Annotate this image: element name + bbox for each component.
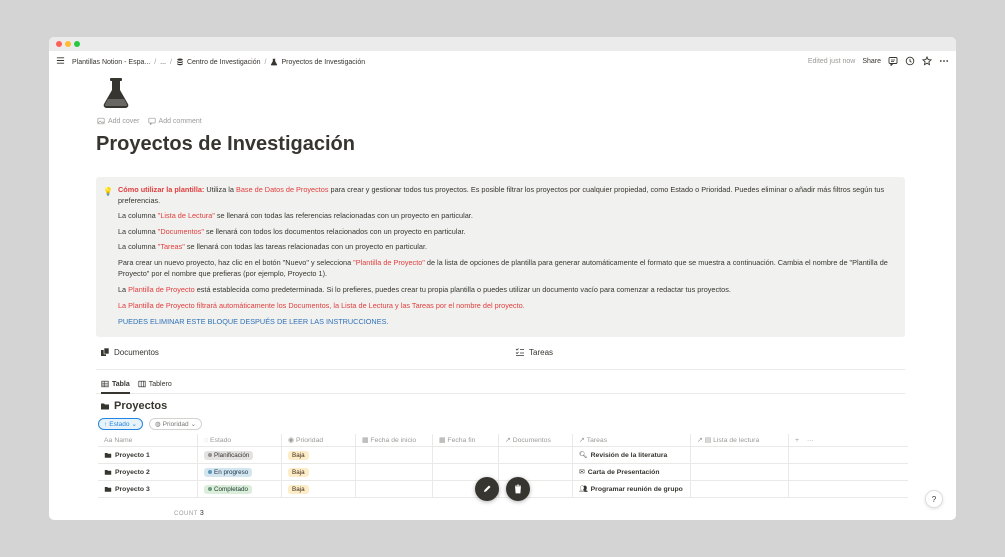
- callout-highlight: "Lista de Lectura": [157, 211, 215, 220]
- callout-text: La columna: [118, 227, 158, 236]
- relation-icon: ↗: [505, 437, 511, 444]
- table-row[interactable]: [98, 464, 908, 481]
- breadcrumb-workspace[interactable]: Plantillas Notion - Espa...: [72, 58, 151, 66]
- callout-paragraph-7: La Plantilla de Proyecto filtrará automáticamente los Documentos, la Lista de Lectura y las Tareas por el nombre del proyecto.: [118, 301, 525, 310]
- row-name-cell[interactable]: [98, 447, 198, 463]
- row-name-cell[interactable]: [98, 481, 198, 497]
- column-prioridad[interactable]: [282, 434, 356, 446]
- callout-database-link[interactable]: Base de Datos de Proyectos: [236, 185, 329, 194]
- page-title[interactable]: Proyectos de Investigación: [96, 133, 355, 155]
- chevron-down-icon: ⌄: [190, 421, 197, 428]
- callout-highlight: "Documentos": [157, 227, 204, 236]
- priority-icon: ◍: [154, 421, 161, 428]
- column-fecha-fin[interactable]: [433, 434, 499, 446]
- count-label: COUNT: [174, 511, 198, 517]
- task-link[interactable]: Revisión de la literatura: [590, 451, 668, 459]
- table-row[interactable]: [98, 447, 908, 464]
- add-property-icon[interactable]: +: [795, 436, 799, 444]
- projects-table: [98, 434, 908, 498]
- breadcrumb-centro[interactable]: [176, 58, 261, 66]
- callout-heading: Cómo utilizar la plantilla:: [118, 185, 205, 194]
- breadcrumb-proyectos[interactable]: [270, 58, 365, 66]
- count-summary[interactable]: [174, 510, 204, 517]
- letter-icon: ✉︎: [579, 469, 585, 476]
- documents-icon: [100, 347, 110, 357]
- tab-tabla-label: Tabla: [112, 380, 130, 388]
- filter-estado[interactable]: [98, 418, 143, 430]
- help-button[interactable]: ?: [925, 490, 943, 508]
- database-title-label: Proyectos: [114, 400, 168, 412]
- lightbulb-icon: 💡: [103, 187, 113, 196]
- task-link[interactable]: Programar reunión de grupo: [590, 485, 683, 493]
- select-property-icon: ◉: [288, 437, 294, 444]
- database-icon: [176, 58, 184, 66]
- row-prioridad-cell[interactable]: [282, 464, 356, 480]
- row-empty-cell: [789, 464, 908, 480]
- row-fecha-fin-cell[interactable]: [433, 447, 499, 463]
- tab-tablero[interactable]: [138, 380, 172, 388]
- row-lista-cell[interactable]: [691, 464, 789, 480]
- callout-highlight: Plantilla de Proyecto: [128, 285, 195, 294]
- callout-highlight: "Tareas": [157, 242, 185, 251]
- row-estado-cell[interactable]: [198, 464, 282, 480]
- row-documentos-cell[interactable]: [499, 464, 573, 480]
- linked-tareas-label: Tareas: [529, 347, 554, 357]
- edited-status: Edited just now: [807, 57, 856, 65]
- callout-paragraph-5: [118, 258, 898, 279]
- column-tareas-label: Tareas: [586, 436, 608, 444]
- folder-icon: [104, 485, 112, 493]
- column-lista-lectura[interactable]: [691, 434, 789, 446]
- row-tareas-cell[interactable]: [573, 447, 691, 463]
- menu-icon[interactable]: [56, 56, 65, 65]
- task-link[interactable]: Carta de Presentación: [587, 468, 660, 476]
- row-empty-cell: [789, 447, 908, 463]
- column-documentos-label: Documentos: [512, 436, 551, 444]
- book-icon: ▤: [704, 437, 712, 444]
- breadcrumb-ellipsis[interactable]: ...: [160, 58, 166, 66]
- callout-text: de la lista de opciones de plantilla para generar automáticamente el formato que se muestra a continuación. Cambia el nombre de "Plantilla de Proyecto" por el nombre que prefieras (por ejemplo, Proyecto 1).: [118, 258, 888, 278]
- callout-paragraph-2: [118, 211, 898, 222]
- callout-text: para crear y gestionar todos tus proyectos. Es posible filtrar los proyectos por cualquier propiedad, como Estado o Prioridad. Puedes eliminar o añadir más filtros según tus preferencias.: [118, 185, 885, 205]
- breadcrumb: Plantillas Notion - Espa... / ... / Centro de Investigación / Proyectos de Investigación: [72, 58, 366, 66]
- tabs-divider: [96, 393, 905, 394]
- status-label: Planificación: [214, 451, 250, 459]
- linked-documentos[interactable]: [100, 347, 159, 357]
- add-cover-label: Add cover: [108, 117, 140, 125]
- more-icon[interactable]: ···: [806, 436, 814, 444]
- priority-badge: Baja: [288, 485, 309, 494]
- callout-paragraph-6: [118, 285, 898, 296]
- column-actions: [789, 434, 908, 446]
- pencil-icon: [482, 484, 492, 494]
- count-value: 3: [199, 510, 205, 517]
- share-button[interactable]: Share: [862, 57, 881, 65]
- minimize-window-button[interactable]: [65, 41, 71, 47]
- row-tareas-cell[interactable]: [573, 481, 691, 497]
- priority-badge: Baja: [288, 451, 309, 460]
- page-controls: [97, 117, 202, 125]
- add-comment-button[interactable]: [148, 117, 202, 125]
- filter-prioridad[interactable]: [149, 418, 202, 430]
- status-badge: [204, 485, 252, 494]
- database-title[interactable]: [100, 400, 167, 412]
- filter-bar: [98, 418, 202, 430]
- callout-text: se llenará con todas las referencias relacionadas con un proyecto en particular.: [214, 211, 473, 220]
- image-icon: [97, 117, 105, 125]
- priority-badge: Baja: [288, 468, 309, 477]
- more-options-icon[interactable]: [939, 56, 949, 66]
- row-tareas-cell[interactable]: [573, 464, 691, 480]
- column-fecha-inicio-label: Fecha de inicio: [370, 436, 417, 444]
- sort-arrow-icon: ↑: [104, 420, 108, 428]
- callout-text: Utiliza la: [204, 185, 236, 194]
- chevron-down-icon: ⌄: [131, 421, 137, 428]
- folder-icon: [100, 401, 110, 411]
- row-estado-cell[interactable]: [198, 447, 282, 463]
- row-fecha-inicio-cell[interactable]: [356, 447, 433, 463]
- checklist-icon: [515, 347, 525, 357]
- callout-text: La columna: [118, 242, 158, 251]
- flask-page-icon[interactable]: [101, 77, 131, 109]
- column-estado-label: Estado: [210, 436, 232, 444]
- table-icon: [101, 380, 109, 388]
- callout-paragraph-1: [118, 185, 898, 206]
- row-lista-cell[interactable]: [691, 481, 789, 497]
- divider: [96, 369, 905, 370]
- column-name[interactable]: [98, 434, 198, 446]
- filter-prioridad-label: Prioridad: [162, 420, 189, 428]
- close-window-button[interactable]: [56, 41, 62, 47]
- callout-text: La: [118, 285, 129, 294]
- callout-text: está establecida como predeterminada. Si lo prefieres, puedes crear tu propia plantilla o puedes utilizar un documento vacío para comenzar a redactar tus proyectos.: [194, 285, 731, 294]
- callout-text: Para crear un nuevo proyecto, haz clic en el botón "Nuevo" y selecciona: [118, 258, 354, 267]
- calendar-icon: ▦: [362, 437, 369, 444]
- relation-icon: ↗: [697, 437, 703, 444]
- row-lista-cell[interactable]: [691, 447, 789, 463]
- row-name: Proyecto 3: [115, 485, 150, 493]
- text-property-icon: Aa: [104, 436, 113, 444]
- column-tareas[interactable]: [573, 434, 691, 446]
- calendar-icon: ▦: [439, 437, 446, 444]
- row-name: Proyecto 2: [115, 468, 150, 476]
- folder-icon: [104, 468, 112, 476]
- group-icon: 👥︎: [579, 486, 588, 493]
- column-documentos[interactable]: [499, 434, 573, 446]
- callout-paragraph-8: PUEDES ELIMINAR ESTE BLOQUE DESPUÉS DE LEER LAS INSTRUCCIONES.: [118, 317, 389, 326]
- column-fecha-inicio[interactable]: [356, 434, 433, 446]
- search-icon: 🔍︎: [579, 452, 588, 459]
- tab-tabla[interactable]: [101, 380, 130, 388]
- maximize-window-button[interactable]: [74, 41, 80, 47]
- column-fecha-fin-label: Fecha fin: [447, 436, 476, 444]
- row-name: Proyecto 1: [115, 451, 150, 459]
- window-titlebar: [49, 37, 956, 51]
- board-icon: [138, 380, 146, 388]
- comment-icon: [148, 117, 156, 125]
- callout-paragraph-3: [118, 227, 898, 238]
- filter-estado-label: Estado: [109, 420, 130, 428]
- row-name-cell[interactable]: [98, 464, 198, 480]
- row-prioridad-cell[interactable]: [282, 447, 356, 463]
- relation-icon: ↗: [579, 437, 585, 444]
- delete-button[interactable]: [506, 477, 530, 501]
- status-property-icon: ◌: [204, 436, 209, 444]
- folder-icon: [104, 451, 112, 459]
- column-prioridad-label: Prioridad: [295, 436, 324, 444]
- status-badge: [204, 451, 253, 460]
- add-comment-label: Add comment: [158, 117, 202, 125]
- column-estado[interactable]: [198, 434, 282, 446]
- tab-tablero-label: Tablero: [148, 380, 172, 388]
- status-badge: [204, 468, 252, 477]
- active-tab-indicator: [101, 392, 130, 394]
- callout-text: La columna: [118, 211, 158, 220]
- updates-clock-icon[interactable]: [905, 56, 915, 66]
- table-row[interactable]: [98, 481, 908, 498]
- row-fecha-inicio-cell[interactable]: [356, 481, 433, 497]
- callout-highlight: "Plantilla de Proyecto": [353, 258, 425, 267]
- status-label: En progreso: [214, 468, 249, 476]
- edit-button[interactable]: [475, 477, 499, 501]
- row-estado-cell[interactable]: [198, 481, 282, 497]
- breadcrumb-centro-label: Centro de Investigación: [186, 58, 261, 66]
- topbar-actions: [808, 56, 949, 66]
- app-window: [49, 37, 956, 520]
- column-lista-lectura-label: Lista de lectura: [713, 436, 760, 444]
- add-cover-button[interactable]: [97, 117, 140, 125]
- status-label: Completado: [214, 485, 248, 493]
- view-tabs: [101, 380, 172, 388]
- trash-icon: [513, 484, 523, 494]
- table-header: [98, 434, 908, 447]
- row-prioridad-cell[interactable]: [282, 481, 356, 497]
- favorite-star-icon[interactable]: [922, 56, 932, 66]
- flask-icon: [270, 58, 278, 66]
- row-empty-cell: [789, 481, 908, 497]
- linked-documentos-label: Documentos: [114, 347, 159, 357]
- column-name-label: Name: [114, 436, 133, 444]
- topbar: [49, 51, 956, 74]
- row-documentos-cell[interactable]: [499, 447, 573, 463]
- comments-icon[interactable]: [888, 56, 898, 66]
- linked-tareas[interactable]: [515, 347, 553, 357]
- callout-text: se llenará con todos los documentos relacionados con un proyecto en particular.: [203, 227, 466, 236]
- row-fecha-inicio-cell[interactable]: [356, 464, 433, 480]
- breadcrumb-proyectos-label: Proyectos de Investigación: [281, 58, 366, 66]
- callout-paragraph-4: [118, 242, 898, 253]
- instructions-callout: [96, 177, 905, 337]
- callout-text: se llenará con todas las tareas relacionadas con un proyecto en particular.: [184, 242, 428, 251]
